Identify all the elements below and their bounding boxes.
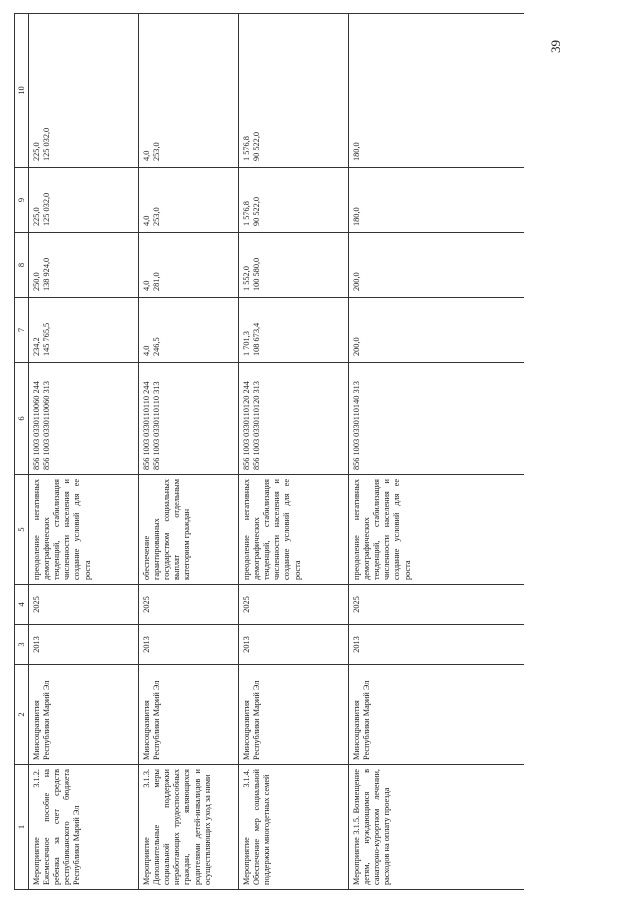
budget-code: 856 1003 0330110120 313 [252, 381, 262, 470]
column-header: 5 [15, 475, 29, 585]
column-header: 10 [15, 14, 29, 168]
table-row [139, 14, 239, 890]
value: 253,0 [152, 142, 162, 161]
column-header: 8 [15, 233, 29, 298]
value: 1 576,8 [242, 136, 251, 161]
activity-name: Мероприятие 3.1.5. Возмещение детям, нуждающимся в санаторно-курортном лечении, расходов на оплату проезда [349, 765, 525, 890]
budget-codes [239, 363, 349, 475]
value-col10 [239, 14, 349, 168]
value: 225,0 [32, 142, 41, 161]
activity-name: Мероприятие 3.1.2. Ежемесячное пособие на ребенка за счет средств республиканского бюджета Республики Марий Эл [29, 765, 139, 890]
value-col9 [349, 168, 525, 233]
program-activities-table [14, 13, 524, 890]
value-col9 [29, 168, 139, 233]
end-year: 2025 [239, 585, 349, 625]
value-col7 [349, 298, 525, 363]
column-header: 9 [15, 168, 29, 233]
value: 250,0 [32, 272, 41, 291]
value: 4,0 [142, 345, 151, 356]
value: 1 552,0 [242, 266, 251, 291]
value: 281,0 [152, 272, 162, 291]
start-year: 2013 [349, 625, 525, 665]
value: 125 032,0 [42, 127, 52, 161]
value: 246,5 [152, 337, 162, 356]
end-year: 2025 [29, 585, 139, 625]
value-col8 [139, 233, 239, 298]
column-header: 3 [15, 625, 29, 665]
value: 1 701,3 [242, 331, 251, 356]
value: 180,0 [352, 142, 361, 161]
value-col10 [29, 14, 139, 168]
budget-code: 856 1003 0330110110 244 [142, 381, 151, 470]
executor: Минсоцразвития Республики Марий Эл [139, 665, 239, 765]
column-header: 2 [15, 665, 29, 765]
value-col8 [29, 233, 139, 298]
value: 253,0 [152, 207, 162, 226]
budget-codes [349, 363, 525, 475]
column-header: 4 [15, 585, 29, 625]
start-year: 2013 [239, 625, 349, 665]
column-header: 7 [15, 298, 29, 363]
budget-codes [29, 363, 139, 475]
table-row [349, 14, 525, 890]
value: 4,0 [142, 215, 151, 226]
value: 4,0 [142, 280, 151, 291]
value: 200,0 [352, 337, 361, 356]
activity-name: Мероприятие 3.1.4. Обеспечение мер социальной поддержки многодетных семей [239, 765, 349, 890]
activity-name: Мероприятие 3.1.3. Дополнительные меры социальной поддержки неработающих трудоспособных граждан, являющихся родителями детей-инвалидов и осуществляющих уход за ними [139, 765, 239, 890]
column-header: 6 [15, 363, 29, 475]
value-col8 [349, 233, 525, 298]
value-col9 [239, 168, 349, 233]
table-row [29, 14, 139, 890]
value: 108 673,4 [252, 322, 262, 356]
table-row [239, 14, 349, 890]
value: 90 522,0 [252, 131, 262, 161]
column-header: 1 [15, 765, 29, 890]
budget-code: 856 1003 0330110140 313 [352, 381, 361, 470]
value: 138 924,0 [42, 257, 52, 291]
value: 4,0 [142, 150, 151, 161]
value: 145 765,5 [42, 322, 52, 356]
value-col10 [349, 14, 525, 168]
executor: Минсоцразвития Республики Марий Эл [29, 665, 139, 765]
end-year: 2025 [139, 585, 239, 625]
start-year: 2013 [29, 625, 139, 665]
expected-result: преодоление негативных демографических тенденций, стабилизация численности населения и создание условий для ее роста [349, 475, 525, 585]
value: 225,0 [32, 207, 41, 226]
value-col8 [239, 233, 349, 298]
value-col7 [29, 298, 139, 363]
value: 1 576,8 [242, 201, 251, 226]
budget-code: 856 1003 0330110110 313 [152, 381, 162, 470]
value: 90 522,0 [252, 196, 262, 226]
value-col10 [139, 14, 239, 168]
executor: Минсоцразвития Республики Марий Эл [239, 665, 349, 765]
value-col9 [139, 168, 239, 233]
expected-result: обеспечение гарантированных государством социальных выплат отдельным категориям граждан [139, 475, 239, 585]
budget-code: 856 1003 0330110120 244 [242, 381, 251, 470]
value-col7 [139, 298, 239, 363]
budget-codes [139, 363, 239, 475]
end-year: 2025 [349, 585, 525, 625]
value: 125 032,0 [42, 192, 52, 226]
expected-result: преодоление негативных демографических тенденций, стабилизация численности населения и создание условий для ее роста [29, 475, 139, 585]
budget-code: 856 1003 0330110060 244 [32, 381, 41, 470]
value: 180,0 [352, 207, 361, 226]
value: 100 580,0 [252, 257, 262, 291]
page-number: 39 [548, 40, 563, 53]
table-header-row [15, 14, 29, 890]
value-col7 [239, 298, 349, 363]
value: 234,2 [32, 337, 41, 356]
budget-code: 856 1003 0330110060 313 [42, 381, 52, 470]
executor: Минсоцразвития Республики Марий Эл [349, 665, 525, 765]
start-year: 2013 [139, 625, 239, 665]
expected-result: преодоление негативных демографических тенденций, стабилизация численности населения и создание условий для ее роста [239, 475, 349, 585]
value: 200,0 [352, 272, 361, 291]
